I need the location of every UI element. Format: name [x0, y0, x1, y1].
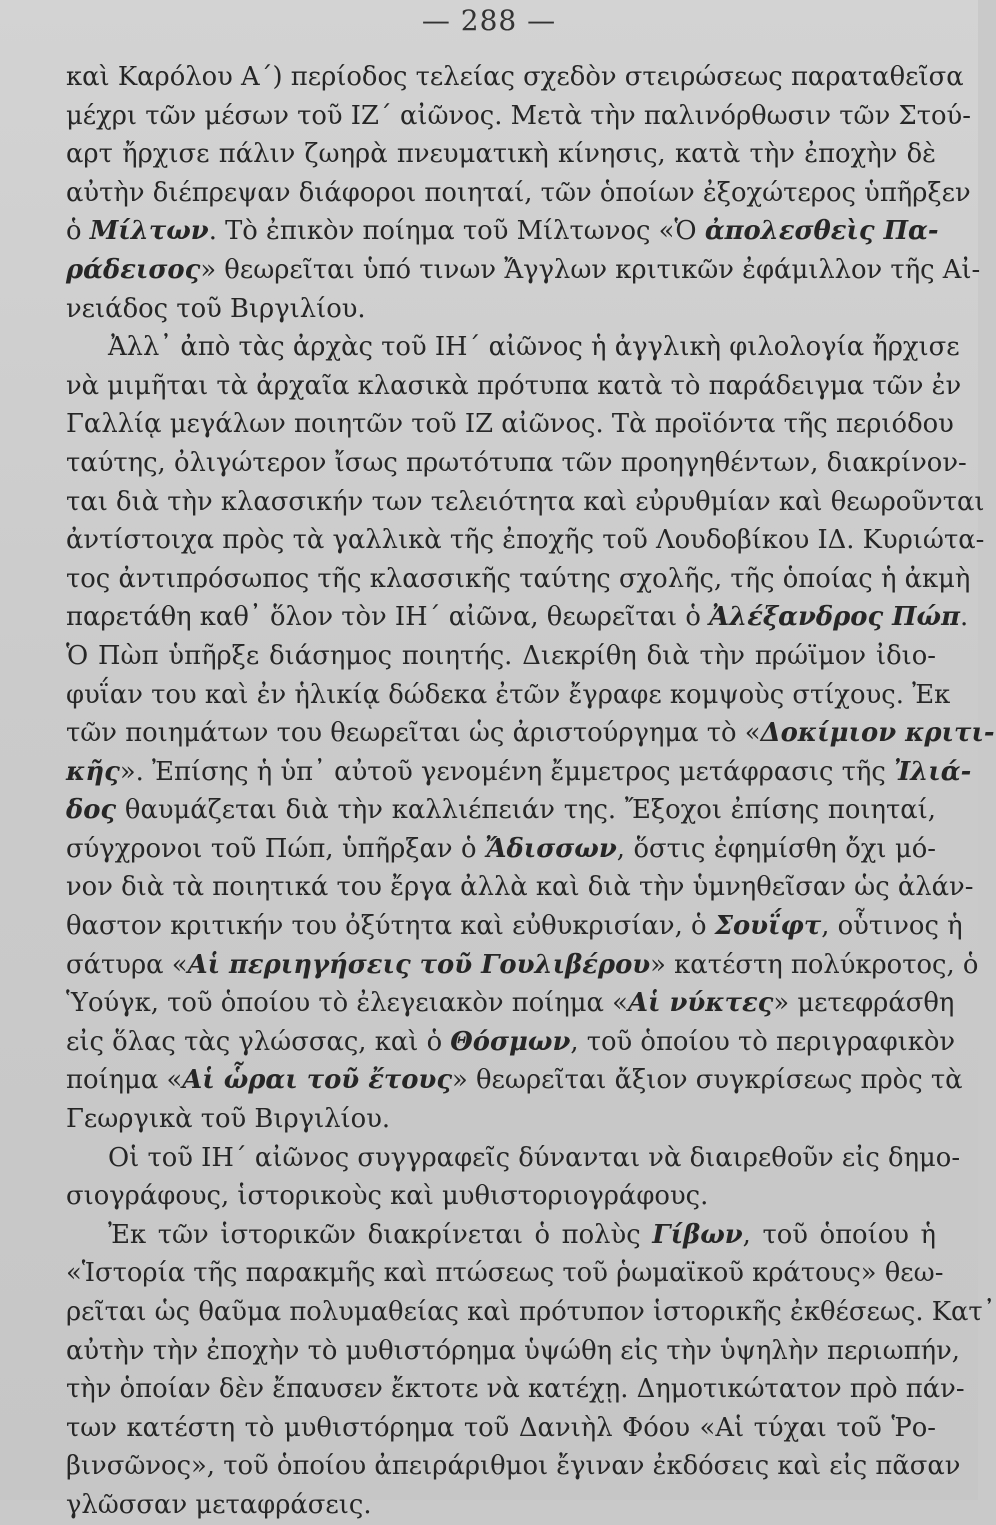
text-segment: ἀντίστοιχα πρὸς τὰ γαλλικὰ τῆς ἐποχῆς τοῦ Λουδοβίκου ΙΔ. Κυριώτα- [66, 525, 985, 556]
emphasized-title: Ἰλιά- [894, 756, 972, 787]
text-line [66, 598, 969, 637]
text-segment: . [960, 602, 969, 633]
emphasized-title: Αἱ ὧραι τοῦ ἔτους [182, 1065, 453, 1096]
emphasized-title: Αἱ περιηγήσεις τοῦ Γουλιβέρου [187, 949, 651, 980]
text-line [66, 830, 936, 869]
text-segment: τῶν ποιημάτων του θεωρεῖται ὡς ἀριστούργημα τὸ « [66, 718, 761, 749]
text-line [66, 174, 971, 213]
text-segment: ». Ἐπίσης ἡ ὑπ᾽ αὐτοῦ γενομένη ἔμμετρος μετάφρασις τῆς [119, 756, 894, 787]
text-segment: παρετάθη καθ᾽ ὅλον τὸν ΙΗ΄ αἰῶνα, θεωρεῖται ὁ [66, 602, 710, 633]
text-segment: θαστον κριτικήν του ὀξύτητα καὶ εὐθυκρισίαν, ὁ [66, 911, 715, 942]
text-segment: » κατέστη πολύκροτος, ὁ [650, 949, 979, 980]
text-segment: » μετεφράσθη [773, 988, 955, 1019]
emphasized-title: ἀπολεσθεὶς Πα- [704, 216, 939, 247]
text-line [66, 328, 960, 367]
text-line [66, 1216, 936, 1255]
text-line [66, 1332, 960, 1371]
text-segment: νὰ μιμῆται τὰ ἀρχαῖα κλασικὰ πρότυπα κατὰ τὸ παράδειγμα τῶν ἐν [66, 370, 962, 401]
text-line [66, 1023, 956, 1062]
text-segment: νον διὰ τὰ ποιητικά του ἔργα ἀλλὰ καὶ διὰ τὴν ὑμνηθεῖσαν ὡς ἀλάν- [66, 872, 974, 903]
text-line [66, 1061, 963, 1100]
text-segment: καὶ Καρόλου Α΄) περίοδος τελείας σχεδὸν στειρώσεως παραταθεῖσα [66, 62, 964, 92]
emphasized-title: Σουΐφτ [714, 911, 822, 942]
text-line [66, 791, 936, 830]
text-segment: ρεῖται ὡς θαῦμα πολυμαθείας καὶ πρότυπον ἱστορικῆς ἐκθέσεως. Κατ᾽ [66, 1297, 996, 1327]
emphasized-title: Μίλτων [89, 216, 209, 247]
text-segment: «Ἱστορία τῆς παρακμῆς καὶ πτώσεως τοῦ ῥωμαϊκοῦ κράτους» θεω- [66, 1258, 944, 1289]
text-segment: θαυμάζεται διὰ τὴν καλλιέπειάν της. Ἔξοχοι ἐπίσης ποιηταί, [116, 795, 936, 826]
text-segment: εἰς ὅλας τὰς γλώσσας, καὶ ὁ [66, 1026, 451, 1057]
emphasized-title: Ἀλέξανδρος Πώπ [709, 602, 960, 633]
text-segment: σάτυρα « [66, 949, 188, 980]
text-line [66, 1254, 944, 1293]
text-segment: των κατέστη τὸ μυθιστόρημα τοῦ Δανιὴλ Φόου «Αἱ τύχαι τοῦ Ῥο- [66, 1412, 936, 1443]
text-line [66, 714, 995, 753]
text-line [66, 1447, 961, 1486]
text-segment: ποίημα « [66, 1065, 183, 1096]
text-segment: , τοῦ ὁποίου ἡ [742, 1219, 936, 1250]
emphasized-title: Θόσμων [450, 1026, 571, 1057]
text-segment: γλῶσσαν μεταφράσεις. [66, 1489, 372, 1520]
text-line [66, 405, 954, 444]
text-segment: , τοῦ ὁποίου τὸ περιγραφικὸν [570, 1026, 956, 1057]
text-segment: τος ἀντιπρόσωπος τῆς κλασσικῆς ταύτης σχολῆς, τῆς ὁποίας ἡ ἀκμὴ [66, 563, 971, 594]
text-segment: σιογράφους, ἱστορικοὺς καὶ μυθιστοριογράφους. [66, 1181, 709, 1212]
body-text [66, 58, 996, 1525]
text-line [66, 1409, 936, 1448]
text-line [66, 521, 985, 560]
emphasized-title: δος [66, 795, 117, 826]
text-line [66, 444, 967, 483]
emphasized-title: ράδεισος [66, 254, 201, 285]
text-segment: αὐτὴν τὴν ἐποχὴν τὸ μυθιστόρημα ὑψώθη εἰς τὴν ὑψηλὴν περιωπήν, [66, 1335, 960, 1366]
text-segment: » θεωρεῖται ὑπό τινων Ἄγγλων κριτικῶν ἐφάμιλλον τῆς Αἰ- [200, 254, 981, 285]
text-line [66, 1177, 936, 1216]
emphasized-title: Δοκίμιον κριτι- [760, 718, 995, 749]
text-line [66, 560, 971, 599]
text-line [66, 483, 985, 522]
text-line [66, 251, 981, 290]
text-line [66, 984, 955, 1023]
text-line [66, 676, 951, 715]
text-segment: σύγχρονοι τοῦ Πώπ, ὑπῆρξαν ὁ [66, 833, 486, 864]
text-segment: αὐτὴν διέπρεψαν διάφοροι ποιηταί, τῶν ὁποίων ἐξοχώτερος ὑπῆρξεν [66, 177, 971, 208]
text-line [66, 1139, 961, 1178]
text-line [66, 367, 962, 406]
text-segment: αρτ ἤρχισε πάλιν ζωηρὰ πνευματικὴ κίνησις, κατὰ τὴν ἐποχὴν δὲ [66, 139, 936, 170]
text-segment: Ἐκ τῶν ἱστορικῶν διακρίνεται ὁ πολὺς [108, 1219, 653, 1250]
page-number: — 288 — [421, 4, 557, 37]
text-segment: τὴν ὁποίαν δὲν ἔπαυσεν ἔκτοτε νὰ κατέχῃ. Δημοτικώτατον πρὸ πάν- [66, 1374, 965, 1405]
text-line [66, 946, 979, 985]
text-segment: φυΐαν του καὶ ἐν ἡλικίᾳ δώδεκα ἐτῶν ἔγραφε κομψοὺς στίχους. Ἐκ [66, 679, 951, 710]
text-line [66, 97, 971, 136]
text-line [66, 637, 936, 676]
text-segment: Ἀλλ᾽ ἀπὸ τὰς ἀρχὰς τοῦ ΙΗ΄ αἰῶνος ἡ ἀγγλικὴ φιλολογία ἤρχισε [108, 332, 960, 363]
emphasized-title: Αἱ νύκτες [627, 988, 774, 1019]
text-segment: Ὑούγκ, τοῦ ὁποίου τὸ ἐλεγειακὸν ποίημα « [66, 988, 628, 1019]
text-line [66, 290, 936, 329]
text-segment: Οἱ τοῦ ΙΗ΄ αἰῶνος συγγραφεῖς δύνανται νὰ διαιρεθοῦν εἰς δημο- [108, 1142, 961, 1173]
text-line [66, 1486, 936, 1525]
text-segment: » θεωρεῖται ἄξιον συγκρίσεως πρὸς τὰ [452, 1065, 963, 1096]
text-line [66, 135, 936, 174]
text-segment: νειάδος τοῦ Βιργιλίου. [66, 293, 366, 324]
text-segment: ὁ [66, 216, 90, 247]
emphasized-title: Γίβων [652, 1219, 743, 1250]
text-line [66, 907, 963, 946]
text-segment: , ὅστις ἐφημίσθη ὄχι μό- [616, 833, 937, 864]
text-line [66, 753, 972, 792]
text-segment: . Τὸ ἐπικὸν ποίημα τοῦ Μίλτωνος «Ὁ [208, 216, 705, 247]
text-line [66, 58, 964, 97]
text-segment: ται διὰ τὴν κλασσικήν των τελειότητα καὶ εὐρυθμίαν καὶ θεωροῦνται [66, 486, 985, 517]
text-segment: Γεωργικὰ τοῦ Βιργιλίου. [66, 1104, 391, 1135]
text-line [66, 1100, 936, 1139]
text-segment: βινσῶνος», τοῦ ὁποίου ἀπειράριθμοι ἔγιναν ἐκδόσεις καὶ εἰς πᾶσαν [66, 1451, 961, 1482]
emphasized-title: Ἄδισσων [485, 833, 617, 864]
emphasized-title: κῆς [66, 756, 120, 787]
text-line [66, 212, 939, 251]
text-segment: Γαλλίᾳ μεγάλων ποιητῶν τοῦ ΙΖ αἰῶνος. Τὰ προϊόντα τῆς περιόδου [66, 409, 954, 440]
text-segment: μέχρι τῶν μέσων τοῦ ΙΖ΄ αἰῶνος. Μετὰ τὴν παλινόρθωσιν τῶν Στού- [66, 100, 971, 131]
text-line [66, 1370, 965, 1409]
text-line [66, 1293, 996, 1332]
text-line [66, 868, 974, 907]
text-segment: Ὁ Πὼπ ὑπῆρξε διάσημος ποιητής. Διεκρίθη διὰ τὴν πρώϊμον ἰδιο- [66, 640, 936, 671]
text-segment: , οὗτινος ἡ [821, 911, 963, 942]
text-segment: ταύτης, ὀλιγώτερον ἴσως πρωτότυπα τῶν προηγηθέντων, διακρίνον- [66, 447, 967, 478]
